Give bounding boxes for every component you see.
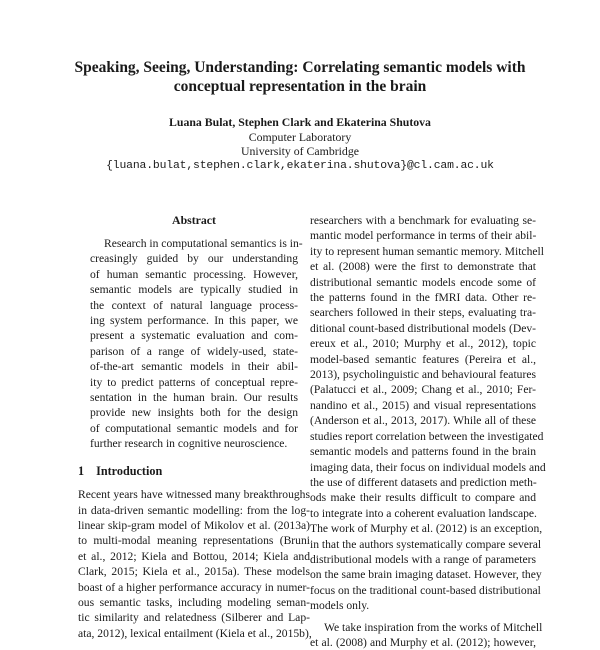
text-line: imaging data, their focus on individual models and xyxy=(310,460,546,474)
author-block xyxy=(50,115,550,173)
text-line: of computational semantic models and for xyxy=(90,421,298,435)
text-line: the patterns found in the fMRI data. Other re- xyxy=(310,291,536,305)
abstract-heading: Abstract xyxy=(172,213,216,227)
affiliation-line: University of Cambridge xyxy=(241,144,359,158)
affiliation-line: Computer Laboratory xyxy=(248,129,352,144)
text-line: researchers with a benchmark for evaluating se- xyxy=(310,214,536,227)
section-heading xyxy=(78,464,310,479)
body-paragraph xyxy=(310,213,546,614)
text-line: ing system performance. In this paper, we xyxy=(90,314,298,328)
text-line: (Palatucci et al., 2009; Chang et al., 2010; Fer- xyxy=(310,383,536,397)
text-line: in data-driven semantic modelling: from the log- xyxy=(78,503,310,517)
text-line: on the same brain imaging dataset. However, they xyxy=(310,568,542,582)
text-line: et al. (2008) and Murphy et al. (2012); however, xyxy=(310,635,536,649)
text-line: nandino et al., 2015) and visual representations xyxy=(310,398,536,412)
text-line: ditional count-based distributional models (Dev- xyxy=(310,321,536,335)
text-line: present a systematic evaluation and com- xyxy=(90,329,298,343)
text-line: further research in cognitive neuroscience. xyxy=(90,437,288,451)
left-column xyxy=(78,213,310,641)
text-line: mantic model performance in terms of their abil- xyxy=(310,229,537,243)
text-line: Research in computational semantics is in- xyxy=(104,237,303,250)
text-line: ous semantic tasks, including modeling seman- xyxy=(78,595,310,609)
text-line: boast of a higher performance accuracy in numer- xyxy=(78,580,310,594)
text-line: We take inspiration from the works of Mitchell xyxy=(324,620,543,634)
text-line: to multi-modal meaning representations (Bruni xyxy=(78,534,310,548)
text-line: et al. (2008) were the first to demonstrate that xyxy=(310,260,536,274)
text-line: ity to represent human semantic memory. Mitchell xyxy=(310,244,544,258)
abstract-body xyxy=(78,236,310,452)
text-line: et al., 2012; Kiela and Bottou, 2014; Kiela and xyxy=(78,549,310,563)
paper-title xyxy=(50,58,550,96)
text-line: semantic models and patterns found in the brain xyxy=(310,445,536,459)
text-line: models only. xyxy=(310,599,370,613)
text-line: distributional semantic models encode some of xyxy=(310,275,536,289)
text-line: 2013), psycholinguistic and behavioural features xyxy=(310,368,536,382)
text-line: sentation in the human brain. Our results xyxy=(90,391,298,405)
text-line: of human semantic processing. However, xyxy=(90,267,298,281)
body-paragraph xyxy=(310,620,543,650)
text-line: parison of a range of widely-used, state- xyxy=(90,344,298,358)
text-line: The work of Murphy et al. (2012) is an exception, xyxy=(310,522,543,536)
text-line: provide new insights both for the design xyxy=(90,406,298,420)
text-line: model-based semantic features (Pereira et al., xyxy=(310,352,536,366)
text-line: (Anderson et al., 2013, 2017). While all of these xyxy=(310,414,536,428)
text-line: creasingly guided by our understanding xyxy=(90,252,298,266)
text-line: to integrate into a coherent evaluation landscape. xyxy=(310,506,537,520)
intro-text xyxy=(78,487,310,641)
text-line: searchers followed in their steps, evaluating tra- xyxy=(310,306,536,320)
section-title: Introduction xyxy=(96,463,163,478)
right-column xyxy=(310,213,546,650)
text-line: distributional models with a range of parameters xyxy=(310,552,536,566)
text-line: ereux et al., 2010; Murphy et al., 2012), topic xyxy=(310,337,536,351)
text-line: ods make their results difficult to compare and xyxy=(310,491,536,505)
title-line: Speaking, Seeing, Understanding: Correlating semantic models with xyxy=(74,59,526,76)
text-line: Clark, 2015; Kiela et al., 2015a). These models xyxy=(78,565,310,579)
text-line: tic similarity and relatedness (Silberer and Lap- xyxy=(78,611,310,625)
text-line: in that the authors systematically compare several xyxy=(310,537,542,551)
title-line: conceptual representation in the brain xyxy=(173,78,427,95)
text-line: ata, 2012), lexical entailment (Kiela et al., 2015b), xyxy=(78,626,312,640)
abstract-text xyxy=(90,236,303,452)
text-line: Recent years have witnessed many breakthroughs xyxy=(78,488,310,502)
text-line: of-the-art semantic models in their abil- xyxy=(90,360,298,374)
text-line: the use of different datasets and prediction meth- xyxy=(310,475,537,489)
text-line: semantic models are typically studied in xyxy=(90,283,298,297)
text-line: focus on the traditional count-based distributional xyxy=(310,583,541,597)
text-line: linear skip-gram model of Mikolov et al. (2013a) xyxy=(78,518,310,532)
author-names: Luana Bulat, Stephen Clark and Ekaterina Shutova xyxy=(169,115,431,129)
text-line: the context of natural language process- xyxy=(90,298,298,312)
text-line: ity to predict patterns of conceptual repre- xyxy=(90,375,298,389)
author-email: {luana.bulat,stephen.clark,ekaterina.shutova}@cl.cam.ac.uk xyxy=(106,159,494,172)
text-line: studies report correlation between the investigated xyxy=(310,429,544,443)
section-number: 1 xyxy=(78,463,85,478)
